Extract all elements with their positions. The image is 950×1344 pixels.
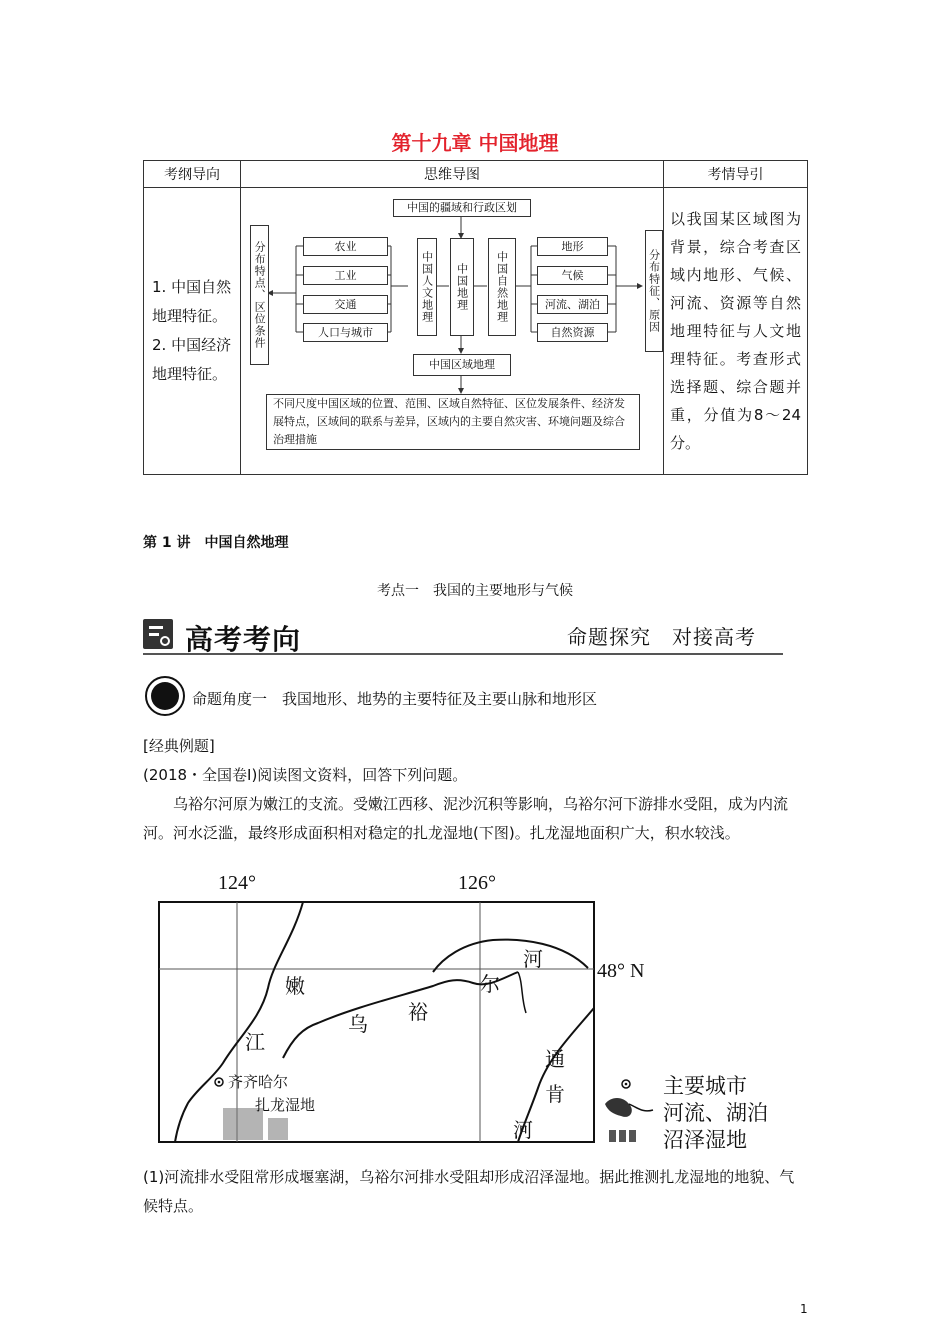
mindmap-regional-desc: 不同尺度中国区域的位置、范围、区域自然特征、区位发展条件、经济发展特点，区域间的联系与差异，区域内的主要自然灾害、环境问题及综合治理措施: [266, 394, 640, 450]
mindmap-item-terrain: 地形: [537, 237, 608, 256]
map-lat-48: 48° N: [597, 960, 645, 982]
page-number: 1: [800, 1302, 808, 1316]
question-1: (1)河流排水受阻常形成堰塞湖，乌裕尔河排水受阻却形成沼泽湿地。据此推测扎龙湿地的地貌、气候特点。: [143, 1168, 795, 1215]
mindmap-item-population: 人口与城市: [303, 323, 388, 342]
header-goals: 考纲导向: [144, 161, 241, 188]
legend-river: 河流、湖泊: [663, 1101, 768, 1125]
mindmap-item-agriculture: 农业: [303, 237, 388, 256]
goal-item: 1. 中国自然地理特征。: [152, 278, 232, 325]
map-label: 河: [523, 947, 543, 971]
mindmap-regional: 中国区域地理: [413, 354, 511, 376]
mindmap-top-box: 中国的疆域和行政区划: [393, 199, 531, 217]
map-label: 嫩: [285, 974, 305, 998]
lesson-title: 第 1 讲 中国自然地理: [143, 535, 289, 551]
bullet-circle-icon: [145, 676, 185, 716]
exam-guide-cell: 以我国某区域图为背景，综合考查区域内地形、气候、河流、资源等自然地理特征与人文地理特征。考查形式选择题、综合题并重，分值为8～24分。: [664, 188, 808, 475]
header-mindmap: 思维导图: [241, 161, 664, 188]
mindmap-item-climate: 气候: [537, 266, 608, 285]
map-lon-124: 124°: [218, 872, 256, 894]
mindmap-human-geo: 中国人文地理: [417, 238, 437, 336]
mindmap-right-label: 分布特征、原因: [645, 230, 663, 352]
goal-item: 2. 中国经济地理特征。: [152, 336, 232, 383]
example-source: (2018・全国卷Ⅰ)阅读图文资料，回答下列问题。: [143, 766, 468, 784]
mindmap-item-industry: 工业: [303, 266, 388, 285]
legend-city: 主要城市: [663, 1074, 747, 1098]
map-label: 裕: [408, 1000, 428, 1024]
goals-cell: [144, 188, 241, 475]
mindmap-center: 中国地理: [450, 238, 474, 336]
header-exam: 考情导引: [664, 161, 808, 188]
mindmap-natural-geo: 中国自然地理: [488, 238, 516, 336]
map-city-qiqihar: 齐齐哈尔: [228, 1073, 289, 1091]
mindmap-item-rivers: 河流、湖泊: [537, 295, 608, 314]
map-label: 通: [545, 1047, 565, 1071]
mindmap-item-transport: 交通: [303, 295, 388, 314]
legend-wetland: 沼泽湿地: [663, 1128, 747, 1152]
map-label: 江: [245, 1030, 265, 1054]
mindmap-left-label: 分布特点、区位条件: [250, 225, 269, 365]
mindmap-cell: [241, 188, 664, 475]
map-label: 河: [513, 1118, 533, 1142]
angle-heading: 命题角度一 我国地形、地势的主要特征及主要山脉和地形区: [192, 690, 598, 708]
mindmap: [241, 188, 663, 474]
map-label: 乌: [348, 1012, 368, 1036]
example-label: [经典例题]: [143, 737, 215, 755]
zhalong-map: [143, 868, 823, 1158]
map-label: 尔: [480, 972, 500, 996]
overview-table: [143, 160, 808, 475]
map-label: 肯: [545, 1082, 565, 1106]
chapter-title: 第十九章 中国地理: [391, 131, 559, 155]
map-wetland-label: 扎龙湿地: [255, 1096, 316, 1114]
banner-title: 高考考向: [185, 623, 302, 656]
banner-subtitle: 命题探究 对接高考: [567, 625, 756, 649]
mindmap-item-resources: 自然资源: [537, 323, 608, 342]
intro-paragraph: 乌裕尔河原为嫩江的支流。受嫩江西移、泥沙沉积等影响，乌裕尔河下游排水受阻，成为内流河。河水泛滥，最终形成面积相对稳定的扎龙湿地(下图)。扎龙湿地面积广大，积水较浅。: [143, 795, 789, 842]
section-title: 考点一 我国的主要地形与气候: [377, 583, 573, 599]
map-lon-126: 126°: [458, 872, 496, 894]
